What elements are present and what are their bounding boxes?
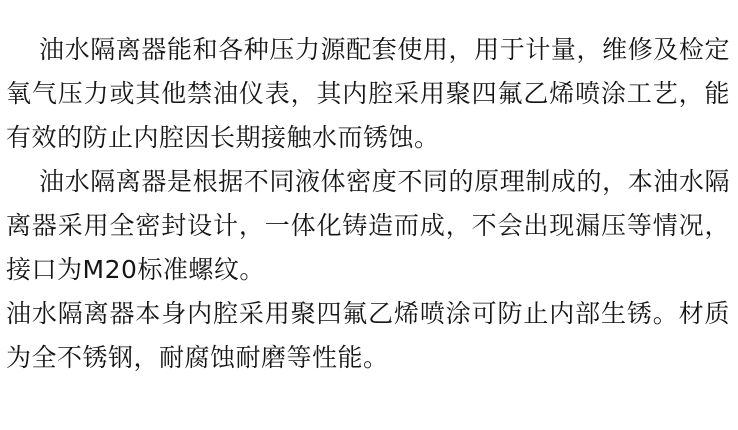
paragraph-material — [6, 292, 730, 380]
text-line: 油水隔离器能和各种压力源配套使用，用于计量，维修及检定 — [39, 35, 730, 64]
text-line: 氧气压力或其他禁油仪表，其内腔采用聚四氟乙烯喷涂工艺，能 — [6, 79, 730, 108]
text-line: 油水隔离器本身内腔采用聚四氟乙烯喷涂可防止内部生锈。材质 — [6, 299, 730, 328]
paragraph-usage — [6, 28, 730, 160]
text-line: 离器采用全密封设计，一体化铸造而成，不会出现漏压等情况， — [6, 211, 730, 240]
paragraph-principle — [6, 160, 730, 292]
text-line: 为全不锈钢，耐腐蚀耐磨等性能。 — [6, 343, 389, 372]
text-line: 有效的防止内腔因长期接触水而锈蚀。 — [6, 123, 440, 152]
text-line: 接口为M20标准螺纹。 — [6, 255, 265, 284]
text-line: 油水隔离器是根据不同液体密度不同的原理制成的，本油水隔 — [39, 167, 730, 196]
